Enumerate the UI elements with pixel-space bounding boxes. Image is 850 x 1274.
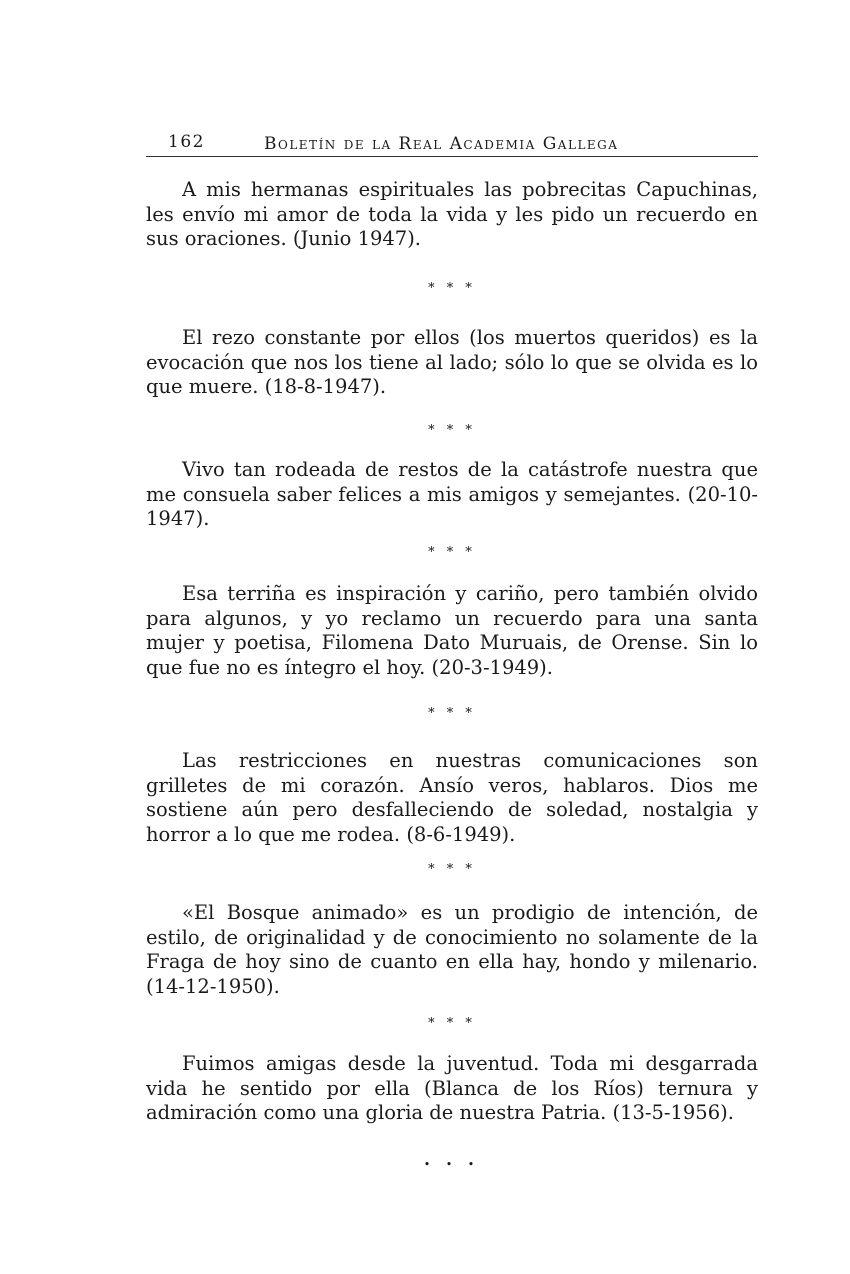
running-header [146, 130, 758, 156]
header-rule [146, 156, 758, 157]
paragraph-7: Fuimos amigas desde la juventud. Toda mi desgarrada vida he sentido por ella (Blanca de los Ríos) ternura y admiración como una gloria de nuestra Patria. (13-5-1956). [146, 1052, 758, 1124]
paragraph-5: Las restricciones en nuestras comunicaciones son grilletes de mi corazón. Ansío veros, hablaros. Dios me sostiene aún pero desfalleciendo de soledad, nostalgia y horror a lo que me rodea. (8-6-1949). [146, 749, 758, 846]
section-separator-6: * * * [428, 1016, 476, 1031]
paragraph-4: Esa terriña es inspiración y cariño, pero también olvido para algunos, y yo reclamo un recuerdo para una santa mujer y poetisa, Filomena Dato Muruais, de Orense. Sin lo que fue no es íntegro el hoy. (20-3-1949). [146, 582, 758, 679]
section-separator-1: * * * [428, 281, 476, 296]
paragraph-3: Vivo tan rodeada de restos de la catástrofe nuestra que me consuela saber felices a mis amigos y semejantes. (20-10-1947). [146, 458, 758, 530]
paragraph-1: A mis hermanas espirituales las pobrecitas Capuchinas, les envío mi amor de toda la vida y les pido un recuerdo en sus oraciones. (Junio 1947). [146, 178, 758, 250]
paragraph-2: El rezo constante por ellos (los muertos queridos) es la evocación que nos los tiene al lado; sólo lo que se olvida es lo que muere. (18-8-1947). [146, 326, 758, 398]
section-separator-4: * * * [428, 706, 476, 721]
section-separator-5: * * * [428, 862, 476, 877]
journal-title: Boletín de la Real Academia Gallega [264, 134, 619, 154]
page-number: 162 [168, 132, 205, 152]
end-ornament: • • • [423, 1158, 481, 1171]
section-separator-2: * * * [428, 423, 476, 438]
paragraph-6: «El Bosque animado» es un prodigio de intención, de estilo, de originalidad y de conocimiento no solamente de la Fraga de hoy sino de cuanto en ella hay, hondo y milenario. (14-12-1950). [146, 901, 758, 998]
section-separator-3: * * * [428, 545, 476, 560]
